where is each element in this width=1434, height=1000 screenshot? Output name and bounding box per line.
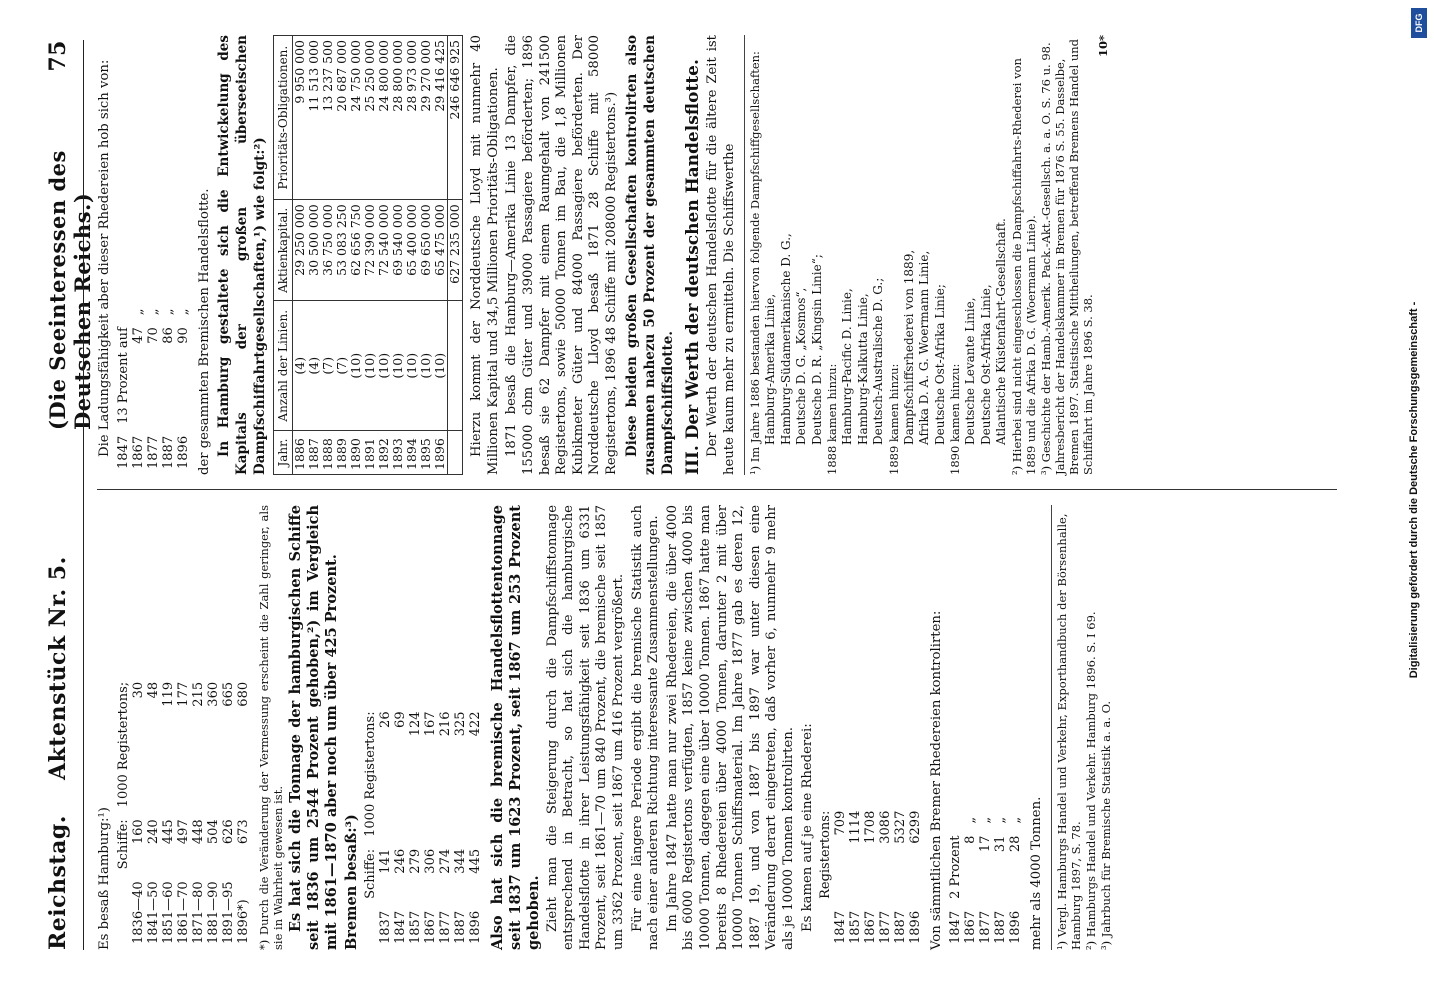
digitization-note — [1404, 40, 1424, 940]
controlled-rows — [948, 811, 1023, 950]
value-cell: 2 Prozent — [947, 835, 963, 899]
lines-cell: (10) — [405, 301, 419, 431]
table-row — [391, 36, 405, 475]
controlled-intro: Von sämmtlichen Bremer Rhedereien kontrolirten: — [929, 610, 945, 950]
table-row — [131, 676, 146, 950]
ships-cell: 240 — [145, 819, 161, 845]
table-row — [161, 676, 176, 950]
value-cell: 5327 — [893, 810, 909, 844]
right-footnotes — [744, 35, 1110, 475]
priority-cell: 29 416 425 — [433, 36, 448, 200]
header-document-number: Aktenstück Nr. 5. — [45, 556, 71, 780]
tons-cell: 119 — [160, 681, 176, 707]
table-row — [963, 811, 978, 950]
lines-cell: (10) — [433, 301, 448, 431]
table-row — [878, 805, 893, 950]
priority-header: Prioritäts-Obligationen. — [274, 36, 293, 200]
year-cell: 1896 — [1007, 910, 1023, 944]
period-cell: 1837 — [377, 910, 393, 944]
ditto-mark: „ — [1007, 816, 1023, 824]
table-row — [893, 805, 908, 950]
paragraph-hapag: 1871 besaß die Hamburg—Amerika Linie 13 Dampfer, die 155000 cbm Güter und 39000 Passagiere beförderten; 1896 besaß sie 62 Dampfer mit einem Raumgehalt von 241500 Registertons, sowie 50000 Tonnen im Bau, die 1,8 Millionen Kubikmeter Güter und 84000 Passagiere beförderten. Der Norddeutsche Lloyd besaß 1871 28 Schiffe mit 58000 Registertons, 1896 48 Schiffe mit 208000 Registertons.³) — [504, 35, 619, 475]
digitization-text: Digitalisierung gefördert durch die Deutsche Forschungsgemeinschaft - — [1408, 301, 1420, 679]
ditto-mark: „ — [160, 308, 176, 316]
value-cell: 6299 — [908, 810, 924, 844]
table-row — [335, 36, 349, 475]
table-row — [146, 302, 161, 475]
footnote: ²) Hamburgs Handel und Verkehr. Hamburg 1896. S. I 69. — [1084, 611, 1099, 950]
per-rhederei-intro: Es kamen auf je eine Rhederei: — [799, 723, 815, 932]
table-row — [438, 705, 453, 950]
priority-cell: 28 800 000 — [391, 36, 405, 200]
bremen-summary: Also hat sich die bremische Handelsflottentonnage seit 1837 um 1623 Prozent, seit 1867 um 253 Prozent gehoben. — [488, 505, 542, 950]
capital-cell: 72 540 000 — [377, 200, 391, 301]
rhederei-rows — [833, 805, 923, 950]
table-row — [131, 302, 146, 475]
footnote: ¹) Vergl. Hamburgs Handel und Verkehr, Exporthandbuch der Börsenhalle, Hamburg 1897, S. 78. — [1055, 513, 1084, 950]
table-header-row — [116, 676, 131, 950]
table-row — [161, 302, 176, 475]
list-item: Hamburg-Amerika Linie, — [763, 293, 778, 445]
table-header-row — [818, 805, 833, 950]
lines-header: Anzahl der Linien. — [274, 301, 293, 431]
col-regtons-header: Registertons: — [818, 810, 834, 899]
value-cell: 28 — [1007, 835, 1023, 853]
period-cell: 1841—50 — [145, 881, 161, 944]
hamburg-fleet-table — [116, 676, 251, 950]
hamburg-summary: Es hat sich die Tonnage der hamburgischen Schiffe seit 1836 um 2544 Prozent gehoben,²) im Vergleich mit 1861—1870 aber noch um über 425 Prozent. — [286, 505, 340, 950]
lines-cell: (7) — [321, 301, 335, 431]
header-left: Reichstag. — [45, 815, 71, 950]
left-column — [97, 505, 1114, 950]
list-1890 — [963, 35, 1009, 445]
ditto-mark: „ — [977, 816, 993, 824]
year-1888-label: 1888 kamen hinzu: — [825, 363, 840, 475]
table-row — [378, 705, 393, 950]
hamburg-capital-intro: In Hamburg gestaltete sich die Entwickelung des Kapitals der großen überseeischen Dampfschiffahrtgesellschaften,¹) wie folgt:²) — [216, 35, 269, 475]
tons-cell: 26 — [377, 711, 393, 728]
value-cell: 1708 — [863, 810, 879, 844]
lines-cell: (10) — [363, 301, 377, 431]
year-header: Jahr. — [274, 431, 293, 475]
ships-cell: 274 — [437, 848, 453, 874]
year-cell: 1877 — [878, 910, 894, 944]
value-cell: 86 — [160, 327, 176, 344]
table-row — [433, 36, 448, 475]
capital-cell: 69 540 000 — [391, 200, 405, 301]
lines-cell: (4) — [307, 301, 321, 431]
paragraph-statistics: Für eine längere Periode ergibt die bremische Statistik auch nach einer anderen Richtung interessante Zusammenstellungen. — [629, 505, 662, 950]
tons-cell: 680 — [235, 681, 251, 707]
period-cell: 1887 — [452, 910, 468, 944]
ditto-mark: „ — [145, 308, 161, 316]
col-ships-header: Schiffe: — [362, 848, 378, 899]
ditto-mark: „ — [175, 308, 191, 316]
footnote-3: ³) Geschichte der Hamb.-Amerik. Pack.-Akt.-Gesellsch. a. a. O. S. 76 u. 98. Jahresbericht der Handelskammer in Bremen für 1876 S. 55. Dasselbe, Bremen 1897. Statistische Mittheilungen, betreffend Bremens Handel und Schiffahrt im Jahre 1896 S. 38. — [1038, 38, 1095, 475]
table-row — [833, 805, 848, 950]
column-divider — [97, 489, 1337, 490]
dfg-logo — [1411, 8, 1427, 38]
header-rule — [83, 40, 84, 950]
priority-cell: 20 687 000 — [335, 36, 349, 200]
tons-cell: 167 — [422, 711, 438, 737]
list-item: Hamburg-Pacific D. Linie, — [840, 288, 855, 445]
year-cell: 1847 — [947, 910, 963, 944]
list-item: Deutsche Ost-Afrika Linie, — [978, 284, 993, 445]
capital-total-row — [448, 36, 463, 475]
ships-cell: 497 — [175, 819, 191, 845]
ships-cell: 673 — [235, 819, 251, 845]
ditto-mark: „ — [992, 816, 1008, 824]
year-cell: 1890 — [349, 431, 363, 475]
dfg-logo-text: DFG — [1414, 13, 1424, 33]
ships-cell: 344 — [452, 848, 468, 874]
col-ships-header: Schiffe: — [115, 819, 131, 870]
period-cell: 1867 — [422, 910, 438, 944]
priority-cell: 9 950 000 — [293, 36, 308, 200]
year-cell: 1893 — [391, 431, 405, 475]
table-row — [908, 805, 923, 950]
year-cell: 1847 — [115, 435, 131, 469]
lines-cell: (7) — [335, 301, 349, 431]
table-row — [146, 676, 161, 950]
priority-cell: 29 270 000 — [419, 36, 433, 200]
year-cell: 1886 — [293, 431, 308, 475]
capital-cell: 53 083 250 — [335, 200, 349, 301]
value-cell: 90 — [175, 327, 191, 344]
table-row — [349, 36, 363, 475]
capital-cell: 69 650 000 — [419, 200, 433, 301]
priority-cell: 13 237 500 — [321, 36, 335, 200]
list-item: Deutsche Ost-Afrika Linie; — [932, 284, 947, 445]
tons-cell: 30 — [130, 681, 146, 699]
value-cell: 8 — [962, 835, 978, 844]
header-title: (Die Seeinteressen des Deutschen Reichs.) — [45, 150, 95, 430]
list-1888 — [840, 35, 886, 445]
table-row — [1008, 811, 1023, 950]
value-cell: 13 Prozent auf — [115, 327, 131, 424]
value-cell: 31 — [992, 835, 1008, 853]
table-row — [468, 705, 483, 950]
period-cell: 1877 — [437, 910, 453, 944]
total-capital: 627 235 000 — [448, 200, 463, 301]
period-cell: 1871—80 — [190, 881, 206, 944]
list-1886 — [763, 35, 824, 445]
table-row — [948, 811, 963, 950]
total-priority: 246 646 925 — [448, 36, 463, 200]
capacity-intro: Die Ladungsfähigkeit aber dieser Rhedereien hob sich von: — [97, 59, 112, 457]
table-row — [221, 676, 236, 950]
capital-cell: 30 500 000 — [307, 200, 321, 301]
tons-cell: 325 — [452, 711, 468, 737]
year-cell: 1896 — [908, 910, 924, 944]
period-cell: 1891—95 — [220, 881, 236, 944]
capital-table — [273, 35, 463, 475]
section-heading: III. Der Werth der deutschen Handelsflotte. — [682, 59, 703, 475]
tons-cell: 69 — [392, 711, 408, 728]
table-row — [116, 302, 131, 475]
list-item: Hamburg-Südamerikanische D. G., — [778, 233, 793, 445]
year-cell: 1867 — [962, 910, 978, 944]
tons-cell: 48 — [145, 681, 161, 699]
value-cell: 3086 — [878, 810, 894, 844]
tons-cell: 215 — [190, 681, 206, 707]
star-footnote: *) Durch die Veränderung der Vermessung erscheint die Zahl geringer, als sie in Wahrheit gewesen ist. — [256, 505, 285, 950]
paragraph-tonnage: Zieht man die Steigerung durch die Dampfschiffstonnage entsprechend in Betracht, so hat sich die hamburgische Handelsflotte in ihrer Leistungsfähigkeit seit 1836 um 6331 Prozent, seit 1861—70 um 840 Prozent, die bremische seit 1857 um 3362 Prozent, seit 1867 um 416 Prozent vergrößert. — [544, 505, 626, 950]
ships-cell: 246 — [392, 848, 408, 874]
table-row — [206, 676, 221, 950]
table-row — [293, 36, 308, 475]
year-cell: 1877 — [977, 910, 993, 944]
list-item: Atlantische Küstenfahrt-Gesellschaft. — [994, 218, 1009, 445]
bremen-rows — [378, 705, 483, 950]
ships-cell: 306 — [422, 848, 438, 874]
year-cell: 1896 — [433, 431, 448, 475]
year-cell: 1892 — [377, 431, 391, 475]
capacity-rows — [116, 302, 191, 475]
tons-cell: 360 — [205, 681, 221, 707]
tons-cell: 124 — [407, 711, 423, 737]
paragraph-rhedereien: Im Jahre 1847 hatte man nur zwei Rhedereien, die über 4000 bis 6000 Registertons verfügten, 1857 keine zwischen 4000 bis 10000 Tonnen, dagegen eine über 10000 Tonnen. 1867 hatte man bereits 8 Rhedereien über 4000 Tonnen, darunter 2 mit über 10000 Tonnen Schiffsmaterial. Im Jahre 1877 gab es deren 12, 1887 19, und von 1887 bis 1897 war unter diesen eine Veränderung derart eingetreten, daß vorher 6, nunmehr 9 mehr als je 10000 Tonnen kontrolirten. — [664, 505, 796, 950]
printed-page-rotated — [37, 20, 1397, 980]
period-cell: 1896 — [467, 910, 483, 944]
capital-cell: 72 390 000 — [363, 200, 377, 301]
table-row — [453, 705, 468, 950]
ships-cell: 504 — [205, 819, 221, 845]
ships-cell: 448 — [190, 819, 206, 845]
period-cell: 1881—90 — [205, 881, 221, 944]
list-1889 — [902, 35, 948, 445]
lines-cell: (10) — [391, 301, 405, 431]
capital-table-header — [274, 36, 293, 475]
year-cell: 1895 — [419, 431, 433, 475]
year-cell: 1887 — [893, 910, 909, 944]
footnote-2: ²) Hierbei sind nicht eingeschlossen die Dampfschiffahrts-Rhederei von 1889 und die Afrika D. G. (Woermann Linie). — [1009, 58, 1038, 475]
capital-cell: 29 250 000 — [293, 200, 308, 301]
ditto-mark: „ — [130, 308, 146, 316]
page-number: 75 — [45, 40, 71, 72]
list-item: Dampfschiffsrhederei von 1889, — [901, 249, 916, 445]
hamburg-intro: Es besaß Hamburg:¹) — [97, 807, 112, 950]
year-cell: 1857 — [848, 910, 864, 944]
table-row — [377, 36, 391, 475]
right-column — [97, 35, 1111, 475]
table-header-row — [363, 705, 378, 950]
ships-cell: 445 — [467, 848, 483, 874]
table-row — [408, 705, 423, 950]
priority-cell: 24 750 000 — [349, 36, 363, 200]
period-cell: 1851—60 — [160, 881, 176, 944]
year-cell: 1887 — [160, 435, 176, 469]
table-row — [363, 36, 377, 475]
table-row — [191, 676, 206, 950]
value-cell: 709 — [833, 810, 849, 836]
year-cell: 1867 — [130, 435, 146, 469]
per-rhederei-table — [818, 805, 923, 950]
list-item: Afrika D. A. G. Woermann Linie, — [917, 250, 932, 445]
footnote-1: ¹) Im Jahre 1886 bestanden hiervon folgende Dampfschiffgesellschaften: — [748, 51, 763, 475]
table-row — [405, 36, 419, 475]
table-row — [863, 805, 878, 950]
table-row — [993, 811, 1008, 950]
table-row — [176, 676, 191, 950]
ships-cell: 279 — [407, 848, 423, 874]
lines-cell: (10) — [377, 301, 391, 431]
paragraph-value: Der Werth der deutschen Handelsflotte für die ältere Zeit ist heute kaum mehr zu ermitteln. Die Schiffswerthe — [705, 35, 737, 475]
paragraph-control: Diese beiden großen Gesellschaften kontrolirten also zusammen nahezu 50 Prozent der gesammten deutschen Dampfschiffsflotte. — [623, 35, 676, 475]
capital-cell: 62 656 750 — [349, 200, 363, 301]
period-cell: 1836—40 — [130, 881, 146, 944]
period-cell: 1861—70 — [175, 881, 191, 944]
year-cell: 1887 — [307, 431, 321, 475]
controlled-table — [948, 811, 1023, 950]
table-row — [236, 676, 251, 950]
capital-rows — [293, 36, 448, 475]
ditto-mark: „ — [962, 816, 978, 824]
year-cell: 1891 — [363, 431, 377, 475]
list-item: Deutsch-Australische D. G.; — [871, 277, 886, 445]
col-tons-header: 1000 Registertons; — [115, 681, 131, 808]
priority-cell: 25 250 000 — [363, 36, 377, 200]
tons-cell: 422 — [467, 711, 483, 737]
list-item: Deutsche D. R. „Kingsin Linie“; — [809, 254, 824, 445]
left-footnotes — [1051, 505, 1113, 950]
paragraph-lloyd: Hierzu kommt der Norddeutsche Lloyd mit nunmehr 40 Millionen Kapital und 34,5 Millionen Prioritäts-Obligationen. — [469, 35, 501, 475]
lines-cell: (4) — [293, 301, 308, 431]
year-cell: 1887 — [992, 910, 1008, 944]
table-row — [176, 302, 191, 475]
col-tons-header: 1000 Registertons: — [362, 711, 378, 837]
value-cell: 1114 — [848, 810, 864, 844]
capital-cell: 65 400 000 — [405, 200, 419, 301]
year-cell: 1888 — [321, 431, 335, 475]
bremen-intro: Bremen besaß:³) — [342, 814, 360, 950]
tons-cell: 177 — [175, 681, 191, 707]
period-cell: 1847 — [392, 910, 408, 944]
capital-cell: 65 475 000 — [433, 200, 448, 301]
capital-cell: 36 750 000 — [321, 200, 335, 301]
table-row — [307, 36, 321, 475]
priority-cell: 11 513 000 — [307, 36, 321, 200]
table-row — [393, 705, 408, 950]
list-item: Hamburg-Kalkutta Linie, — [855, 293, 870, 445]
period-cell: 1857 — [407, 910, 423, 944]
priority-cell: 24 800 000 — [377, 36, 391, 200]
list-item: Deutsche Levante Linie, — [963, 297, 978, 445]
lines-cell: (10) — [349, 301, 363, 431]
table-row — [848, 805, 863, 950]
capacity-outro: der gesammten Bremischen Handelsflotte. — [196, 188, 212, 475]
priority-cell: 28 973 000 — [405, 36, 419, 200]
lines-cell: (10) — [419, 301, 433, 431]
year-1889-label: 1889 kamen hinzu: — [886, 363, 901, 475]
period-cell: 1896*) — [235, 899, 251, 944]
table-row — [321, 36, 335, 475]
capital-header: Aktienkapital. — [274, 200, 293, 301]
year-cell: 1894 — [405, 431, 419, 475]
capacity-table — [116, 302, 191, 475]
list-item: Deutsche D. G. „Kosmos“, — [794, 287, 809, 445]
tons-cell: 665 — [220, 681, 236, 707]
more-than-text: mehr als 4000 Tonnen. — [1028, 796, 1044, 950]
year-cell: 1889 — [335, 431, 349, 475]
signature-mark: 10* — [1095, 35, 1110, 58]
year-cell: 1847 — [833, 910, 849, 944]
year-cell: 1896 — [175, 435, 191, 469]
value-cell: 70 — [145, 327, 161, 344]
table-row — [423, 705, 438, 950]
year-cell: 1867 — [863, 910, 879, 944]
year-cell: 1877 — [145, 435, 161, 469]
year-1890-label: 1890 kamen hinzu: — [948, 363, 963, 475]
value-cell: 47 — [130, 327, 146, 344]
table-row — [419, 36, 433, 475]
bremen-fleet-table — [363, 705, 483, 950]
table-row — [978, 811, 993, 950]
ships-cell: 160 — [130, 819, 146, 845]
page-header — [45, 40, 95, 950]
ships-cell: 445 — [160, 819, 176, 845]
footnote: ³) Jahrbuch für Bremische Statistik a. a. O. — [1099, 701, 1114, 950]
tons-cell: 216 — [437, 711, 453, 737]
ships-cell: 141 — [377, 848, 393, 874]
value-cell: 17 — [977, 835, 993, 853]
hamburg-rows — [131, 676, 251, 950]
ships-cell: 626 — [220, 819, 236, 845]
